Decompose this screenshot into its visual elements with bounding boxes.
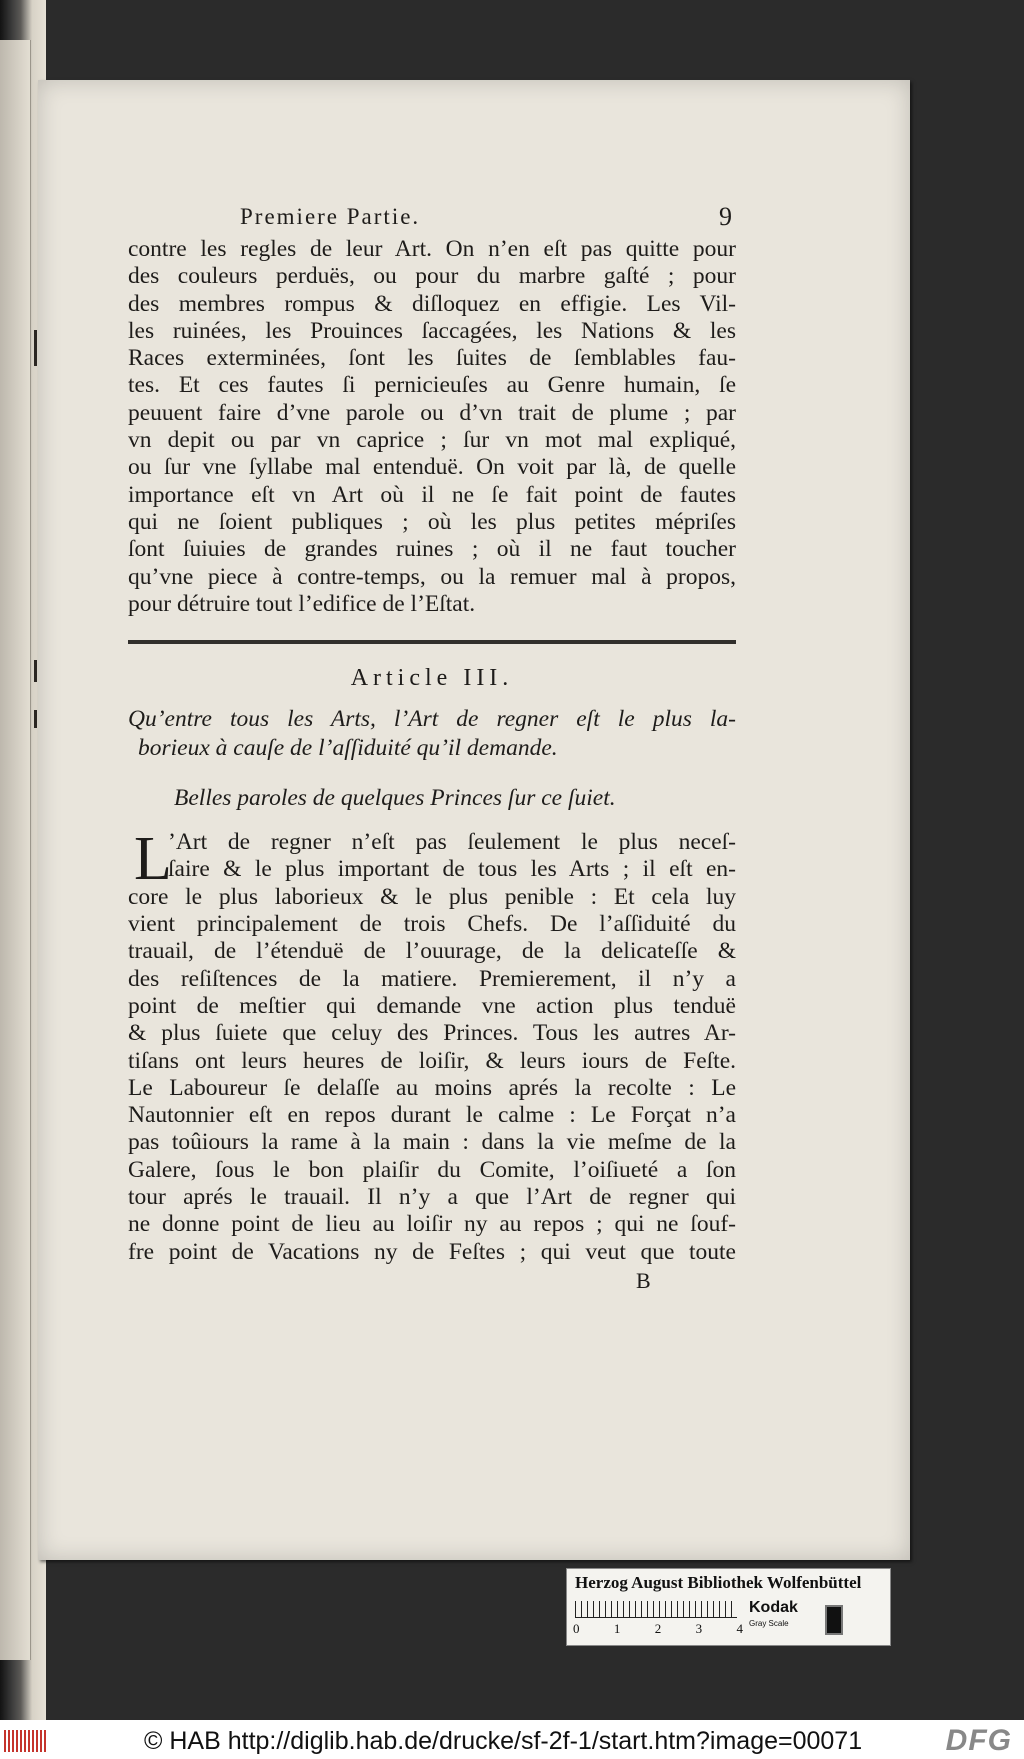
top-paragraph <box>128 236 736 618</box>
text-line: tiſans ont leurs heures de loiſir, & leurs iours de Feſte. <box>128 1047 736 1074</box>
text-line: vn depit ou par vn caprice ; ſur vn mot mal expliqué, <box>128 427 736 454</box>
scale-tick: 2 <box>654 1621 662 1636</box>
footer-bar <box>0 1720 1024 1759</box>
drop-cap: L <box>134 825 172 894</box>
text-line: ſont ſuiuies de grandes ruines ; où il ne faut toucher <box>128 536 736 563</box>
page-number: 9 <box>719 202 732 231</box>
text-line: des couleurs perduës, ou pour du marbre gaſté ; pour <box>128 263 736 290</box>
text-line: Nautonnier eſt en repos durant le calme : Le Forçat n’a <box>128 1102 736 1129</box>
article-title: Article III. <box>350 665 514 692</box>
dfg-logo: DFG <box>945 1724 1012 1757</box>
article-subtitle <box>128 705 736 763</box>
text-line: ne donne point de lieu au loiſir ny au repos ; qui ne ſouf- <box>128 1211 736 1238</box>
text-line: core le plus laborieux & le plus penible : Et cela luy <box>128 883 736 910</box>
text-line: Galere, ſous le bon plaiſir du Comite, l’oiſiueté a ſon <box>128 1156 736 1183</box>
margin-mark <box>34 710 37 728</box>
text-line: ’Art de regner n’eſt pas ſeulement le plus neceſ- <box>168 829 736 856</box>
text-line: Le Laboureur ſe delaſſe au moins aprés la recolte : Le <box>128 1074 736 1101</box>
text-line: tes. Et ces fautes ſi pernicieuſes au Genre humain, ſe <box>128 372 736 399</box>
library-name: Herzog August Bibliothek Wolfenbüttel <box>575 1573 862 1592</box>
book-page <box>38 80 910 1560</box>
text-line: ſaire & le plus important de tous les Arts ; il eſt en- <box>168 856 736 883</box>
text-line: des membres rompus & diſloquez en effigie. Les Vil- <box>128 290 736 317</box>
scale-tick: 1 <box>613 1621 621 1636</box>
footer-url[interactable]: © HAB http://diglib.hab.de/drucke/sf-2f-1/start.htm?image=00071 <box>144 1727 863 1755</box>
subtitle-line: Qu’entre tous les Arts, l’Art de regner eſt le plus la- <box>128 706 736 733</box>
scale-tick: 0 <box>573 1621 580 1636</box>
text-line: les ruinées, les Prouinces ſaccagées, les Nations & les <box>128 317 736 344</box>
barcode-icon <box>4 1730 46 1752</box>
body-paragraph <box>128 825 736 1266</box>
gray-patch <box>825 1605 843 1635</box>
library-color-target <box>566 1568 891 1646</box>
text-line: fre point de Vacations ny de Feſtes ; qui veut que toute <box>128 1238 736 1265</box>
subtitle-line: borieux à cauſe de l’aſſiduité qu’il demande. <box>138 735 558 762</box>
kodak-label: Kodak <box>749 1599 798 1616</box>
text-line: contre les regles de leur Art. On n’en eſt pas quitte pour <box>128 236 736 262</box>
text-line: qui ne ſoient publiques ; où les plus petites mépriſes <box>128 508 736 535</box>
text-line: tour aprés le trauail. Il n’y a que l’Art de regner qui <box>128 1184 736 1211</box>
text-line: & plus ſuiete que celuy des Princes. Tous les autres Ar- <box>128 1020 736 1047</box>
text-line: point de meſtier qui demande vne action plus tenduë <box>128 992 736 1019</box>
text-line: ou ſur vne ſyllabe mal entenduë. On voit par là, de quelle <box>128 454 736 481</box>
text-line: des reſiſtences de la matiere. Premierement, il n’y a <box>128 965 736 992</box>
gray-scale-label: Gray Scale <box>749 1619 789 1628</box>
margin-mark <box>34 660 37 682</box>
section-subhead: Belles paroles de quelques Princes ſur ce ſuiet. <box>174 785 616 812</box>
scale-tick: 3 <box>695 1621 703 1636</box>
text-line: vient principalement de trois Chefs. De l’aſſiduité du <box>128 911 736 938</box>
text-column <box>128 202 736 1292</box>
text-line: importance eſt vn Art où il ne ſe fait point de fautes <box>128 481 736 508</box>
running-head <box>128 202 736 236</box>
running-title: Premiere Partie. <box>240 204 421 229</box>
text-line: trauail, de l’étenduë de l’ouurage, de la delicateſſe & <box>128 938 736 965</box>
catchword: B <box>636 1267 651 1293</box>
previous-page-edge <box>0 40 31 1660</box>
text-line: Races exterminées, ſont les ſuites de ſemblables fau- <box>128 345 736 372</box>
text-line: qu’vne piece à contre-temps, ou la remuer mal à propos, <box>128 563 736 590</box>
scale-tick: 4 <box>736 1621 743 1636</box>
text-line: peuuent faire d’vne parole ou d’vn trait de plume ; par <box>128 399 736 426</box>
text-line: pour détruire tout l’edifice de l’Eſtat. <box>128 590 476 617</box>
section-rule <box>128 640 736 644</box>
scale-ticks <box>573 1621 743 1637</box>
text-line: pas toûiours la rame à la main : dans la vie meſme de la <box>128 1129 736 1156</box>
scale-ruler <box>575 1601 737 1618</box>
margin-mark <box>34 330 37 366</box>
